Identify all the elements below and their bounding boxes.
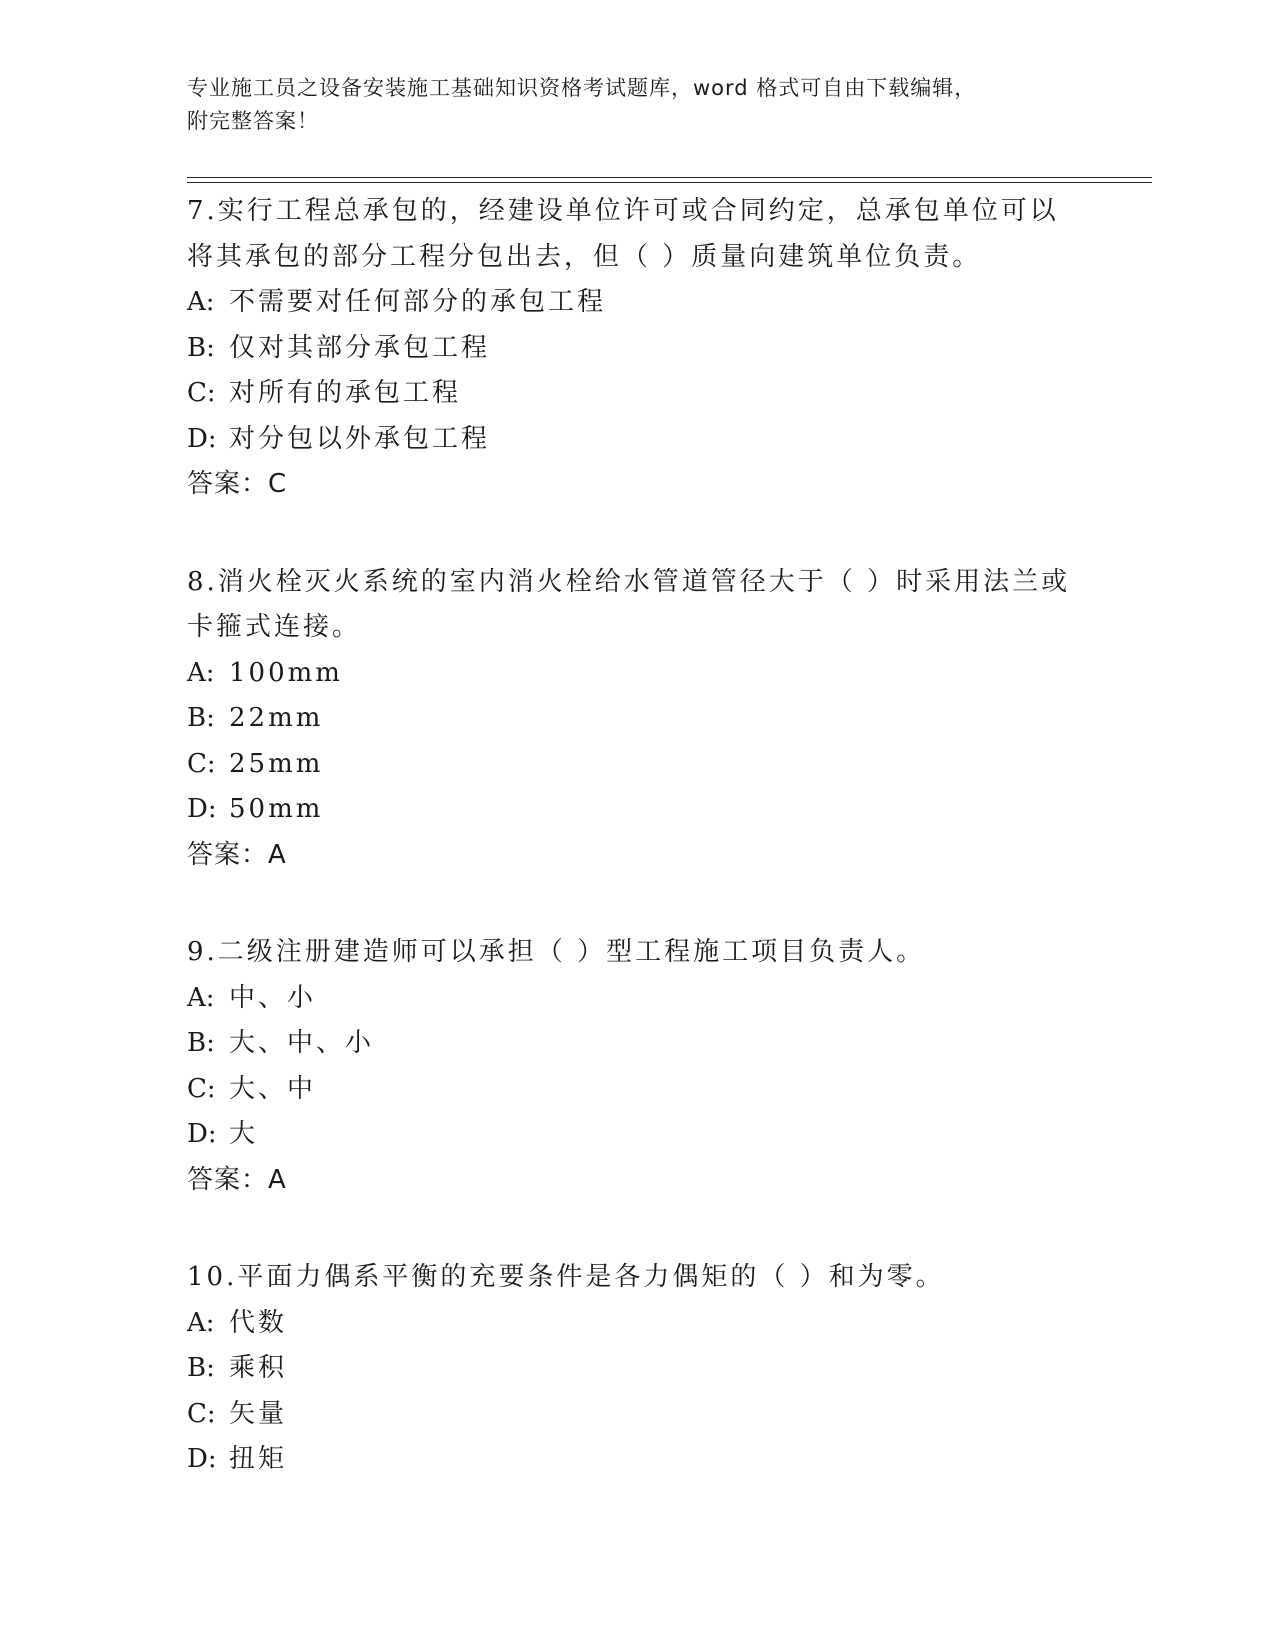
option-text: 对分包以外承包工程: [229, 423, 491, 454]
option-b: [187, 696, 1107, 742]
option-letter: D:: [187, 794, 217, 824]
option-c: [187, 371, 1107, 417]
question-text: 9.二级注册建造师可以承担（ ）型工程施工项目负责人。: [187, 937, 926, 967]
option-text: 对所有的承包工程: [229, 378, 462, 408]
header-line-2: 附完整答案！: [187, 109, 319, 133]
option-letter: B:: [187, 1028, 215, 1058]
option-b: [187, 1346, 1107, 1392]
option-a: [187, 651, 1107, 697]
option-letter: B:: [187, 1353, 215, 1383]
option-letter: A:: [187, 287, 215, 317]
option-c: [187, 1067, 1107, 1113]
option-text: 矢量: [229, 1398, 288, 1429]
option-letter: C:: [187, 1398, 216, 1429]
question-list: [187, 189, 1107, 1535]
header-divider-top: [187, 177, 1152, 178]
option-text: 100mm: [229, 657, 343, 688]
option-letter: A:: [187, 1307, 215, 1338]
option-d: [187, 417, 1107, 463]
option-c: [187, 742, 1107, 788]
option-a: [187, 976, 1107, 1022]
option-letter: B:: [187, 332, 215, 363]
option-letter: D:: [187, 423, 217, 454]
option-text: 22mm: [229, 703, 324, 733]
option-a: [187, 280, 1107, 326]
question-10: [187, 1255, 1107, 1483]
option-text: 代数: [229, 1307, 288, 1338]
question-text: 10.平面力偶系平衡的充要条件是各力偶矩的（ ）和为零。: [187, 1262, 945, 1292]
option-letter: D:: [187, 1119, 217, 1149]
option-letter: C:: [187, 378, 216, 408]
question-7: [187, 189, 1107, 508]
option-d: [187, 1437, 1107, 1483]
question-9: [187, 930, 1107, 1203]
option-text: 大、中: [229, 1073, 317, 1104]
option-letter: D:: [187, 1444, 217, 1474]
option-text: 中、小: [229, 982, 317, 1013]
header-line-1: 专业施工员之设备安装施工基础知识资格考试题库，word 格式可自由下载编辑，: [187, 76, 977, 100]
header-divider-bottom: [187, 182, 1152, 183]
option-a: [187, 1301, 1107, 1347]
question-text: 8.消火栓灭火系统的室内消火栓给水管道管径大于（ ）时采用法兰或卡箍式连接。: [187, 566, 1071, 642]
answer-label: 答案：C: [187, 469, 288, 499]
option-c: [187, 1392, 1107, 1438]
option-d: [187, 787, 1107, 833]
option-text: 仅对其部分承包工程: [229, 332, 491, 363]
option-text: 扭矩: [229, 1444, 288, 1474]
question-8: [187, 560, 1107, 879]
answer-label: 答案：A: [187, 1164, 287, 1195]
option-text: 大: [229, 1119, 259, 1149]
option-text: 50mm: [229, 794, 324, 824]
option-letter: C:: [187, 748, 216, 779]
option-text: 乘积: [229, 1353, 288, 1383]
option-text: 25mm: [229, 748, 324, 779]
option-letter: A:: [187, 657, 215, 688]
answer-label: 答案：A: [187, 839, 287, 870]
option-letter: A:: [187, 982, 215, 1013]
option-letter: B:: [187, 703, 215, 733]
option-text: 不需要对任何部分的承包工程: [229, 287, 607, 317]
question-text: 7.实行工程总承包的，经建设单位许可或合同约定，总承包单位可以将其承包的部分工程分包出去，但（ ）质量向建筑单位负责。: [187, 196, 1059, 272]
option-b: [187, 1021, 1107, 1067]
option-text: 大、中、小: [229, 1028, 375, 1058]
document-header: [187, 72, 1067, 138]
option-d: [187, 1112, 1107, 1158]
option-b: [187, 326, 1107, 372]
option-letter: C:: [187, 1073, 216, 1104]
